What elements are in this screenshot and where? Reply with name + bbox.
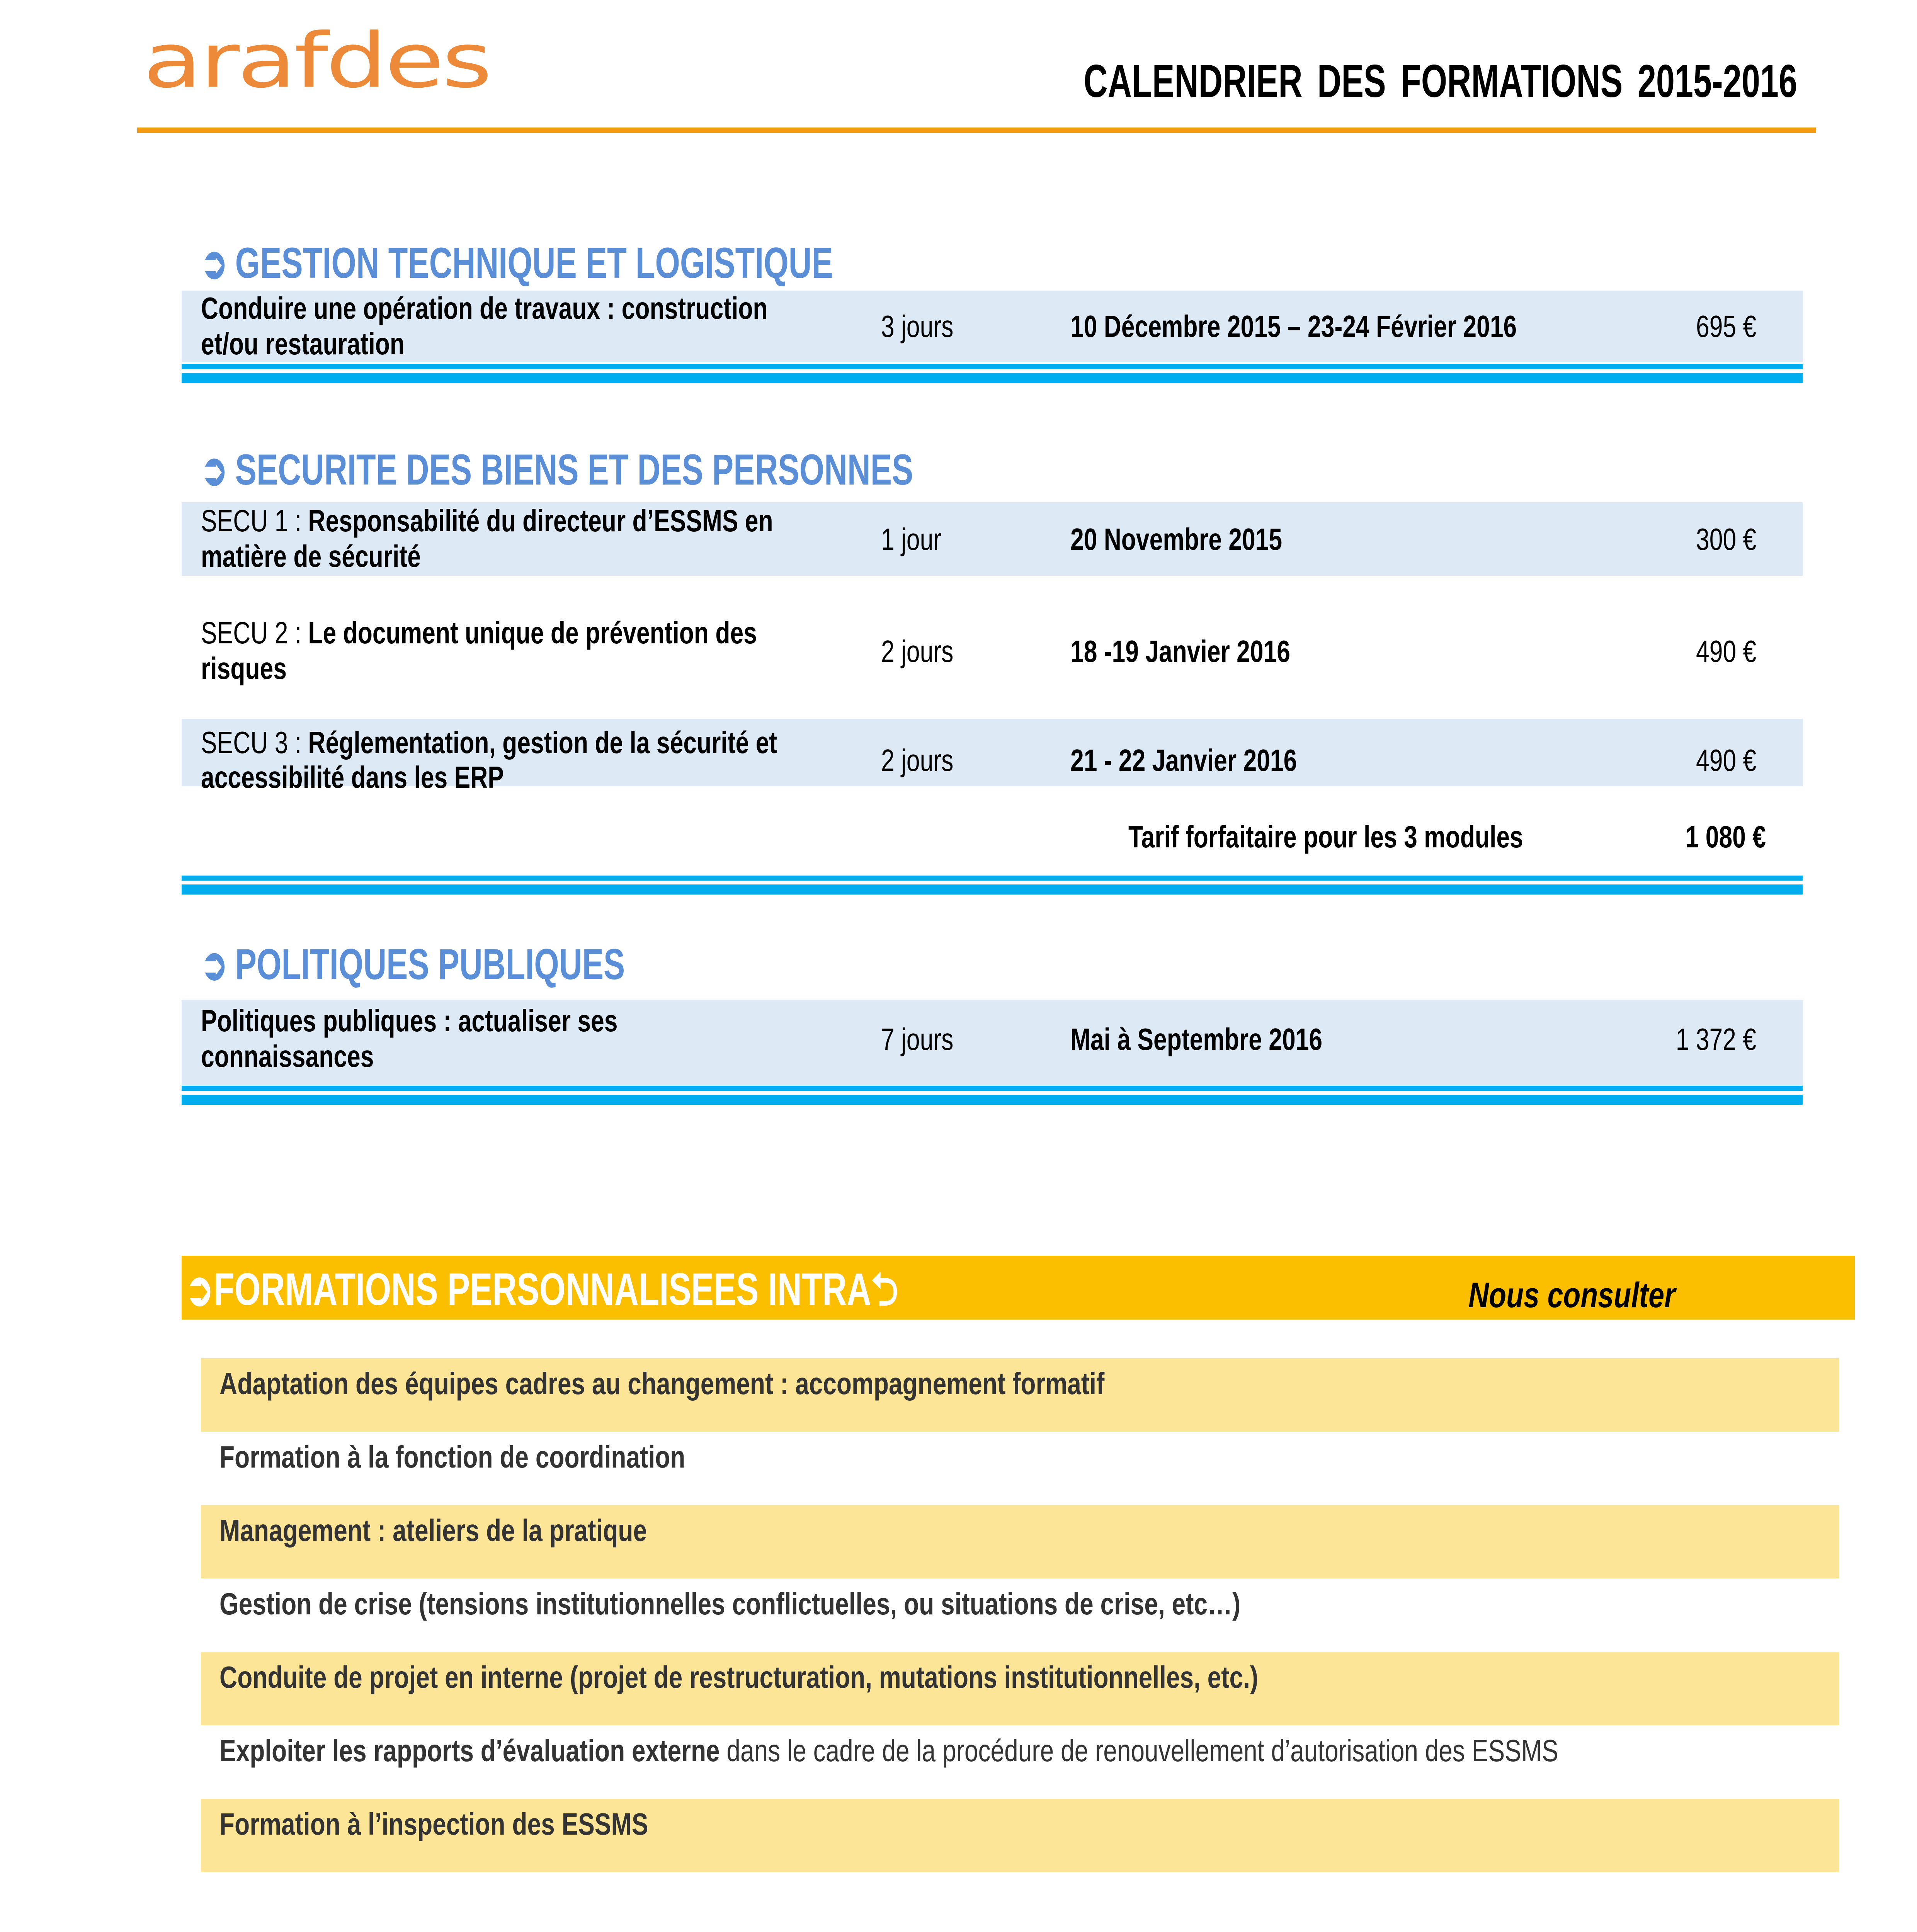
intra-title <box>185 1264 898 1315</box>
package-price-label: Tarif forfaitaire pour les 3 modules <box>1128 820 1523 854</box>
arafdes-logo: arafdes <box>143 17 490 105</box>
intra-list-item: Exploiter les rapports d’évaluation externe dans le cadre de la procédure de renouvellement d’autorisation des ESSMS <box>219 1733 1558 1768</box>
training-title: SECU 1 : Responsabilité du directeur d’ESSMS en <box>201 503 773 538</box>
training-row <box>182 1000 1803 1086</box>
module-prefix: SECU 2 : <box>201 616 308 650</box>
training-title: Politiques publiques : actualiser ses <box>201 1003 618 1038</box>
header-divider <box>137 128 1816 133</box>
section-title-text: POLITIQUES PUBLIQUES <box>235 940 625 988</box>
intra-contact-note: Nous consulter <box>1468 1276 1675 1315</box>
training-price: 490 € <box>1696 634 1756 668</box>
training-title-line2: accessibilité dans les ERP <box>201 760 504 794</box>
arrow-right-icon: ➲ <box>201 940 228 988</box>
intra-list-item: Gestion de crise (tensions institutionnelles conflictuelles, ou situations de crise, etc…) <box>219 1587 1241 1621</box>
module-prefix: SECU 1 : <box>201 503 308 538</box>
document-title: CALENDRIER DES FORMATIONS 2015-2016 <box>1084 55 1797 107</box>
package-price-value: 1 080 € <box>1685 820 1766 854</box>
section-title-text: GESTION TECHNIQUE ET LOGISTIQUE <box>235 239 833 287</box>
training-duration: 7 jours <box>881 1022 954 1056</box>
training-dates: 20 Novembre 2015 <box>1070 522 1283 556</box>
training-dates: 18 -19 Janvier 2016 <box>1070 634 1290 668</box>
training-title: SECU 3 : Réglementation, gestion de la sécurité et <box>201 725 777 760</box>
module-prefix: SECU 3 : <box>201 725 308 760</box>
training-duration: 2 jours <box>881 634 954 668</box>
training-title: Conduire une opération de travaux : construction <box>201 291 768 325</box>
arrow-right-icon: ➲ <box>201 239 228 287</box>
intra-list-item: Adaptation des équipes cadres au changement : accompagnement formatif <box>201 1358 1839 1432</box>
training-price: 300 € <box>1696 522 1756 556</box>
arrow-right-icon: ➲ <box>185 1264 214 1315</box>
training-duration: 3 jours <box>881 309 954 344</box>
training-title: SECU 2 : Le document unique de prévention des <box>201 616 757 650</box>
training-row-secu2 <box>182 614 1803 688</box>
section-title-securite <box>201 448 913 492</box>
section-title-text: SECURITE DES BIENS ET DES PERSONNES <box>235 446 913 494</box>
arrow-left-icon: ⮌ <box>871 1264 898 1315</box>
package-price-row <box>182 800 1803 854</box>
training-title-line2: matière de sécurité <box>201 539 421 573</box>
intra-list-item: Formation à la fonction de coordination <box>219 1440 685 1474</box>
training-row-secu3 <box>182 719 1803 794</box>
training-dates: Mai à Septembre 2016 <box>1070 1022 1323 1056</box>
arrow-right-icon: ➲ <box>201 446 228 494</box>
training-title-line2: connaissances <box>201 1039 374 1073</box>
training-price: 695 € <box>1696 309 1756 344</box>
intra-list-item: Conduite de projet en interne (projet de restructuration, mutations institutionnelles, etc.) <box>201 1652 1839 1725</box>
intra-list-item: Management : ateliers de la pratique <box>201 1505 1839 1578</box>
intra-banner <box>182 1256 1855 1320</box>
training-dates: 10 Décembre 2015 – 23-24 Février 2016 <box>1070 309 1517 344</box>
intra-list-item: Formation à l’inspection des ESSMS <box>201 1799 1839 1872</box>
training-title-line2: et/ou restauration <box>201 327 405 361</box>
training-price: 490 € <box>1696 743 1756 777</box>
intra-title-text: FORMATIONS PERSONNALISEES INTRA <box>214 1264 871 1315</box>
training-row <box>182 291 1803 362</box>
training-row-secu1 <box>182 502 1803 576</box>
training-duration: 2 jours <box>881 743 954 777</box>
training-duration: 1 jour <box>881 522 942 556</box>
training-price: 1 372 € <box>1675 1022 1756 1056</box>
training-title-line2: risques <box>201 651 287 685</box>
section-title-gestion-technique <box>201 239 833 287</box>
training-dates: 21 - 22 Janvier 2016 <box>1070 743 1297 777</box>
section-title-politiques-publiques <box>201 940 625 988</box>
